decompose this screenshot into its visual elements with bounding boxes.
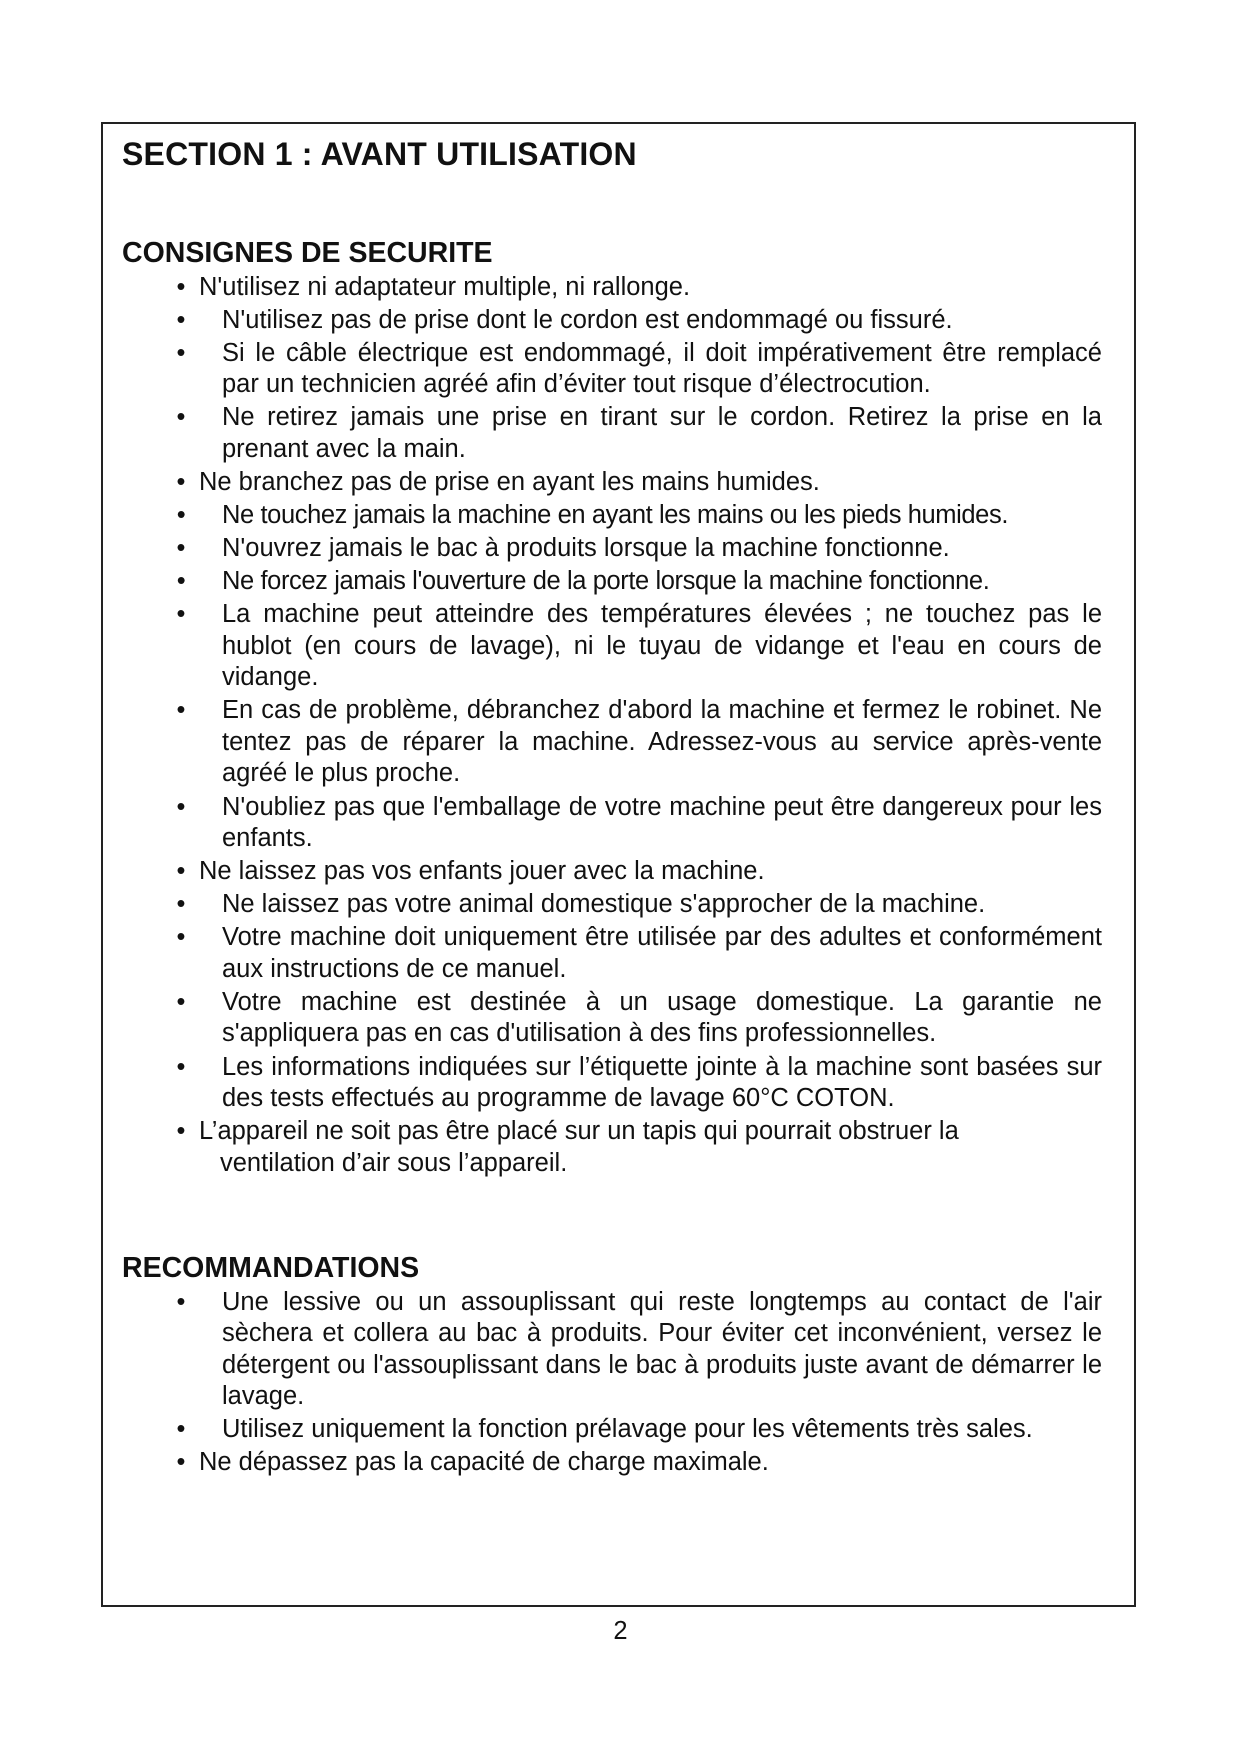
list-item-text: Ne branchez pas de prise en ayant les mains humides. (199, 467, 820, 496)
bullet-icon: • (176, 305, 186, 334)
list-item-text: Ne dépassez pas la capacité de charge maximale. (199, 1448, 769, 1477)
bullet-icon: • (176, 1117, 186, 1146)
list-item-text: Les informations indiquées sur l’étiquette jointe à la machine sont basées sur des tests effectués au programme de lavage 60°C COTON. (222, 1052, 1102, 1112)
bullet-icon: • (176, 696, 186, 725)
recommendations-section (122, 1251, 1102, 1479)
bullet-icon: • (176, 501, 186, 530)
bullet-icon: • (176, 1052, 186, 1081)
bullet-icon: • (176, 1415, 186, 1444)
list-item-text: N'ouvrez jamais le bac à produits lorsque la machine fonctionne. (222, 534, 950, 563)
bullet-icon: • (176, 600, 186, 629)
list-item-text: Utilisez uniquement la fonction prélavage pour les vêtements très sales. (222, 1415, 1033, 1444)
recommendations-list (122, 1287, 1102, 1479)
bullet-icon: • (176, 403, 186, 432)
list-item-text: Votre machine doit uniquement être utilisée par des adultes et conformément aux instructions de ce manuel. (222, 923, 1102, 983)
list-item-text: En cas de problème, débranchez d'abord la machine et fermez le robinet. Ne tentez pas de réparer la machine. Adressez-vous au service après-vente agréé le plus proche. (222, 696, 1102, 788)
list-item-text: La machine peut atteindre des températures élevées ; ne touchez pas le hublot (en cours de lavage), ni le tuyau de vidange et l'eau en cours de vidange. (222, 600, 1102, 692)
list-item (122, 467, 1102, 499)
section-title: SECTION 1 : AVANT UTILISATION (122, 136, 637, 172)
list-item (122, 1116, 1102, 1179)
list-item-text: N'utilisez ni adaptateur multiple, ni rallonge. (199, 272, 691, 301)
bullet-icon: • (176, 1448, 186, 1477)
list-item (122, 500, 1102, 532)
bullet-icon: • (176, 792, 186, 821)
list-item-text: Ne laissez pas votre animal domestique s'approcher de la machine. (222, 890, 986, 919)
bullet-icon: • (176, 857, 186, 886)
list-item-text: N'oubliez pas que l'emballage de votre machine peut être dangereux pour les enfants. (222, 792, 1102, 853)
bullet-icon: • (176, 338, 186, 367)
bullet-icon: • (176, 923, 186, 952)
list-item (122, 305, 1102, 337)
safety-section (122, 236, 1102, 1179)
safety-list (122, 272, 1102, 1180)
recommendations-heading: RECOMMANDATIONS (122, 1252, 420, 1284)
bullet-icon: • (176, 272, 186, 301)
list-item-text: Votre machine est destinée à un usage domestique. La garantie ne s'appliquera pas en cas d'utilisation à des fins professionnelles. (222, 987, 1102, 1048)
list-item (122, 922, 1102, 985)
list-item-text: L’appareil ne soit pas être placé sur un tapis qui pourrait obstruer la (199, 1117, 959, 1146)
bullet-icon: • (176, 1287, 186, 1316)
list-item (122, 272, 1102, 304)
list-item (122, 1414, 1102, 1446)
list-item (122, 566, 1102, 598)
page-number: 2 (613, 1617, 628, 1645)
list-item (122, 792, 1102, 855)
bullet-icon: • (176, 987, 186, 1016)
list-item (122, 856, 1102, 888)
list-item (122, 1447, 1102, 1479)
bullet-icon: • (176, 534, 186, 563)
list-item-text: Une lessive ou un assouplissant qui reste longtemps au contact de l'air sèchera et collera au bac à produits. Pour éviter cet inconvénient, versez le détergent ou l'assouplissant dans le bac à produits juste avant de démarrer le lavage. (222, 1287, 1102, 1411)
list-item-text: Ne laissez pas vos enfants jouer avec la machine. (199, 857, 765, 886)
list-item-text: Si le câble électrique est endommagé, il doit impérativement être remplacé par un technicien agréé afin d’éviter tout risque d’électrocution. (222, 338, 1102, 399)
list-item-text: Ne forcez jamais l'ouverture de la porte lorsque la machine fonctionne. (222, 567, 990, 596)
bullet-icon: • (176, 890, 186, 919)
list-item (122, 889, 1102, 921)
list-item-text: N'utilisez pas de prise dont le cordon est endommagé ou fissuré. (222, 305, 953, 334)
bullet-icon: • (176, 567, 186, 596)
list-item-text: Ne touchez jamais la machine en ayant les mains ou les pieds humides. (222, 501, 1008, 530)
safety-heading: CONSIGNES DE SECURITE (122, 237, 493, 269)
list-item-text-continuation: ventilation d’air sous l’appareil. (220, 1148, 568, 1177)
list-item (122, 338, 1102, 401)
list-item (122, 599, 1102, 694)
list-item (122, 1287, 1102, 1413)
list-item (122, 533, 1102, 565)
list-item (122, 1052, 1102, 1115)
list-item (122, 402, 1102, 465)
list-item (122, 987, 1102, 1050)
bullet-icon: • (176, 467, 186, 496)
list-item-text: Ne retirez jamais une prise en tirant sur le cordon. Retirez la prise en la prenant avec la main. (222, 403, 1102, 463)
list-item (122, 695, 1102, 790)
